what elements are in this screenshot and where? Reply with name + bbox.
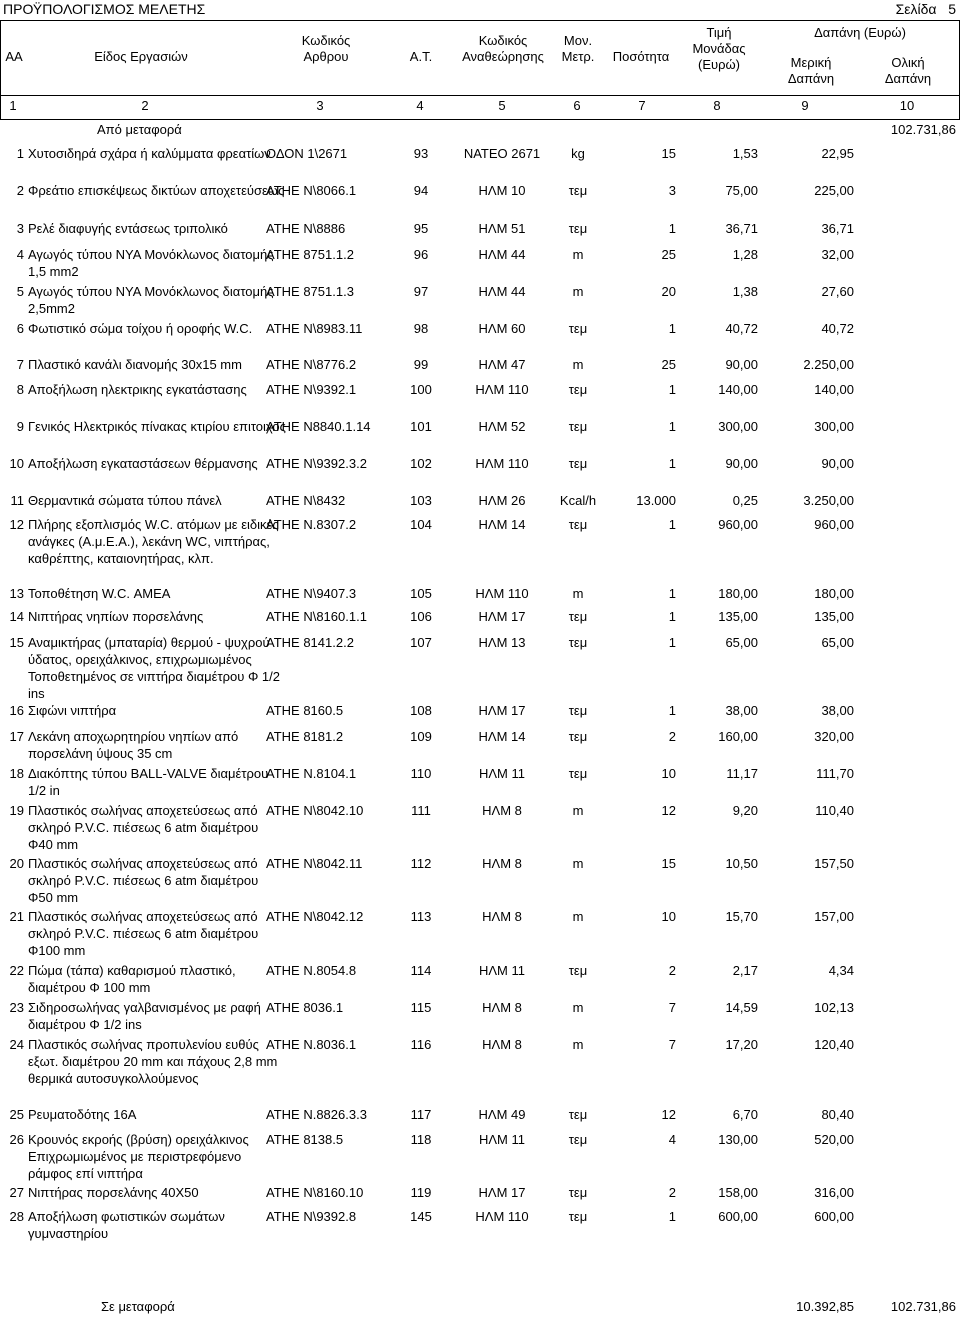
row-partial-cost: 320,00 [814,729,854,744]
row-unit: τεμ [568,456,588,471]
row-unit-price: 36,71 [725,221,758,236]
col-oliki-line2: Δαπάνη [884,71,932,86]
row-description: Πλαστικός σωλήνας αποχετεύσεως από σκληρό P.V.C. πιέσεως 6 atm διαμέτρου Φ50 mm [28,856,259,905]
row-revision-code: ΝΑΤΕΟ 2671 [463,146,541,161]
row-description: Τοποθέτηση W.C. ΑΜΕΑ [28,586,171,601]
row-revision-code: ΗΛΜ 11 [478,963,525,978]
col-number: 7 [638,98,646,113]
row-at: 112 [410,856,432,871]
row-code: ΑΤΗΕ 8141.2.2 [266,635,354,650]
row-code: ΑΤΗΕ Ν.8307.2 [266,517,357,532]
row-description: Πώμα (τάπα) καθαρισμού πλαστικό, διαμέτρου Φ 100 mm [28,963,236,995]
row-quantity: 10 [661,909,676,924]
row-unit-price: 6,70 [732,1107,758,1122]
row-description: Νιπτήρας νηπίων πορσελάνης [28,609,204,624]
row-at: 94 [413,183,429,198]
row-quantity: 1 [668,382,676,397]
row-unit: τεμ [568,766,588,781]
row-at: 108 [410,703,432,718]
col-meriki [767,55,855,87]
row-aa: 1 [16,146,24,161]
row-at: 117 [410,1107,432,1122]
row-partial-cost: 2.250,00 [803,357,854,372]
row-description: Κρουνός εκροής (βρύση) ορειχάλκινος Επιχρωμιωμένος με περιστρεφόμενο ράμφος επί νιπτήρα [28,1132,249,1181]
row-aa: 6 [16,321,24,336]
row-code: ΑΤΗΕ 8160.5 [266,703,344,718]
page-indicator [896,1,956,17]
row-quantity: 12 [661,803,676,818]
row-revision-code: ΗΛΜ 44 [478,247,526,262]
row-quantity: 1 [668,1209,676,1224]
row-partial-cost: 3.250,00 [803,493,854,508]
row-code: ΑΤΗΕ Ν8840.1.14 [266,419,371,434]
row-unit-price: 180,00 [718,586,758,601]
column-number-row [0,95,960,116]
row-revision-code: ΗΛΜ 110 [475,456,529,471]
row-partial-cost: 180,00 [814,586,854,601]
row-partial-cost: 157,50 [814,856,854,871]
row-aa: 19 [9,803,24,818]
row-quantity: 13.000 [636,493,676,508]
row-unit: τεμ [568,183,588,198]
row-aa: 11 [10,493,24,508]
row-aa: 2 [16,183,24,198]
row-revision-code: ΗΛΜ 14 [478,729,526,744]
row-partial-cost: 102,13 [814,1000,854,1015]
row-partial-cost: 80,40 [821,1107,854,1122]
row-code: ΑΤΗΕ Ν.8826.3.3 [266,1107,367,1122]
col-number: 4 [416,98,424,113]
row-aa: 22 [9,963,24,978]
row-aa: 9 [16,419,24,434]
row-revision-code: ΗΛΜ 8 [482,803,522,818]
row-aa: 23 [9,1000,24,1015]
row-revision-code: ΗΛΜ 110 [475,1209,529,1224]
row-unit: τεμ [568,1185,588,1200]
row-aa: 24 [9,1037,24,1052]
row-unit-price: 15,70 [725,909,758,924]
col-number: 9 [801,98,809,113]
col-eidos: Είδος Εργασιών [94,49,188,64]
col-dapani: Δαπάνη (Ευρώ) [814,25,906,40]
row-unit-price: 300,00 [718,419,758,434]
row-at: 106 [410,609,432,624]
col-meriki-line1: Μερική [790,55,832,70]
row-quantity: 15 [661,146,676,161]
row-description: Σιδηροσωλήνας γαλβανισμένος με ραφή διαμέτρου Φ 1/2 ins [28,1000,261,1032]
row-unit-price: 1,28 [732,247,758,262]
row-unit: Kcal/h [559,493,597,508]
row-revision-code: ΗΛΜ 110 [475,382,529,397]
row-quantity: 25 [661,357,676,372]
col-posotita: Ποσότητα [612,49,670,64]
col-aa: ΑΑ [5,49,23,64]
row-unit: m [572,1037,584,1052]
row-unit-price: 38,00 [725,703,758,718]
row-at: 102 [410,456,432,471]
row-at: 93 [413,146,429,161]
row-aa: 26 [9,1132,24,1147]
row-quantity: 10 [661,766,676,781]
row-description: Φωτιστικό σώμα τοίχου ή οροφής W.C. [28,321,253,336]
row-code: ΑΤΗΕ Ν\8042.10 [266,803,364,818]
row-aa: 16 [9,703,24,718]
row-quantity: 1 [668,703,676,718]
row-revision-code: ΗΛΜ 10 [478,183,526,198]
row-description: Πλαστικός σωλήνας αποχετεύσεως από σκληρό P.V.C. πιέσεως 6 atm διαμέτρου Φ100 mm [28,909,259,958]
row-unit: τεμ [568,609,588,624]
row-at: 98 [413,321,429,336]
row-at: 100 [410,382,432,397]
row-aa: 14 [9,609,24,624]
row-description: Διακόπτης τύπου BALL-VALVE διαμέτρου 1/2 in [28,766,269,798]
row-partial-cost: 110,40 [815,803,854,818]
row-aa: 27 [9,1185,24,1200]
row-partial-cost: 140,00 [814,382,854,397]
row-unit: τεμ [568,1209,588,1224]
col-mon-line1: Μον. [563,33,593,48]
row-revision-code: ΗΛΜ 8 [482,909,522,924]
row-description: Χυτοσιδηρά σχάρα ή καλύμματα φρεατίων [28,146,271,161]
row-code: ΑΤΗΕ Ν\9392.3.2 [266,456,367,471]
row-at: 145 [410,1209,432,1224]
row-unit-price: 135,00 [718,609,758,624]
row-quantity: 2 [668,963,676,978]
row-aa: 5 [16,284,24,299]
row-unit-price: 0,25 [732,493,758,508]
row-quantity: 1 [668,456,676,471]
row-code: ΑΤΗΕ Ν\8042.11 [266,856,363,871]
row-at: 111 [411,803,431,818]
row-quantity: 25 [661,247,676,262]
row-revision-code: ΗΛΜ 110 [475,586,529,601]
row-description: Αγωγός τύπου ΝΥΑ Μονόκλωνος διατομής 2,5mm2 [28,284,274,316]
col-timi-line2: Μονάδας [692,41,746,56]
page-number: 5 [948,1,956,17]
row-partial-cost: 22,95 [821,146,854,161]
row-revision-code: ΗΛΜ 51 [478,221,526,236]
row-description: Φρεάτιο επισκέψεως δικτύων αποχετεύσεως [28,183,285,198]
row-at: 97 [413,284,429,299]
row-code: ΑΤΗΕ Ν.8104.1 [266,766,357,781]
col-kodikos-arthrou-line2: Αρθρου [303,49,349,64]
row-unit: τεμ [568,1132,588,1147]
carry-in-value: 102.731,86 [890,122,956,137]
col-kodikos-anath-line2: Αναθεώρησης [462,49,544,64]
row-partial-cost: 65,00 [821,635,854,650]
row-at: 110 [410,766,432,781]
row-unit-price: 90,00 [725,456,758,471]
row-quantity: 3 [668,183,676,198]
row-unit-price: 600,00 [718,1209,758,1224]
row-quantity: 15 [661,856,676,871]
col-oliki [863,55,953,87]
col-meriki-line2: Δαπάνη [787,71,835,86]
row-code: ΑΤΗΕ 8751.1.3 [266,284,354,299]
row-revision-code: ΗΛΜ 17 [478,1185,526,1200]
page-header [0,0,960,20]
row-unit: τεμ [568,963,588,978]
row-code: ΑΤΗΕ Ν\9392.1 [266,382,357,397]
row-description: Λεκάνη αποχωρητηρίου νηπίων από πορσελάνη ύψους 35 cm [28,729,239,761]
row-partial-cost: 27,60 [821,284,854,299]
row-at: 116 [410,1037,432,1052]
row-at: 96 [413,247,429,262]
col-kodikos-arthrou-line1: Κωδικός [301,33,351,48]
row-unit: m [572,247,584,262]
row-at: 99 [413,357,429,372]
row-aa: 10 [9,456,24,471]
row-unit-price: 9,20 [732,803,758,818]
row-aa: 21 [9,909,24,924]
col-kodikos-arthrou [271,33,381,65]
row-revision-code: ΗΛΜ 26 [478,493,526,508]
row-description: Αποξήλωση εγκαταστάσεων θέρμανσης [28,456,258,471]
col-oliki-line1: Ολική [891,55,925,70]
row-aa: 7 [16,357,24,372]
row-unit-price: 960,00 [718,517,758,532]
row-partial-cost: 120,40 [814,1037,854,1052]
row-unit-price: 140,00 [718,382,758,397]
row-unit-price: 75,00 [725,183,758,198]
row-aa: 3 [16,221,24,236]
row-quantity: 1 [668,586,676,601]
row-unit-price: 160,00 [718,729,758,744]
row-unit-price: 1,38 [732,284,758,299]
row-description: Γενικός Ηλεκτρικός πίνακας κτιρίου επιτοιχος [28,419,286,434]
row-description: Πλαστικό κανάλι διανομής 30x15 mm [28,357,242,372]
row-description: Ρευματοδότης 16Α [28,1107,137,1122]
row-partial-cost: 40,72 [821,321,854,336]
row-unit-price: 11,17 [726,766,758,781]
row-description: Νιπτήρας πορσελάνης 40Χ50 [28,1185,199,1200]
row-revision-code: ΗΛΜ 49 [478,1107,526,1122]
row-at: 105 [410,586,432,601]
row-partial-cost: 4,34 [828,963,854,978]
col-number: 6 [573,98,581,113]
row-revision-code: ΗΛΜ 11 [478,766,525,781]
row-quantity: 1 [668,321,676,336]
row-partial-cost: 960,00 [814,517,854,532]
row-unit: τεμ [568,382,588,397]
col-kodikos-anath-line1: Κωδικός [478,33,528,48]
row-unit: τεμ [568,729,588,744]
row-code: ΑΤΗΕ 8036.1 [266,1000,344,1015]
row-aa: 25 [9,1107,24,1122]
row-quantity: 12 [661,1107,676,1122]
row-partial-cost: 520,00 [814,1132,854,1147]
row-partial-cost: 38,00 [821,703,854,718]
row-partial-cost: 32,00 [821,247,854,262]
col-number: 8 [713,98,721,113]
row-revision-code: ΗΛΜ 60 [478,321,526,336]
row-description: Αποξήλωση ηλεκτρικης εγκατάστασης [28,382,247,397]
row-unit: τεμ [568,635,588,650]
row-at: 115 [410,1000,432,1015]
row-code: ΟΔΟΝ 1\2671 [266,146,348,161]
col-number: 3 [316,98,324,113]
row-unit-price: 14,59 [725,1000,758,1015]
row-description: Πλαστικός σωλήνας αποχετεύσεως από σκληρό P.V.C. πιέσεως 6 atm διαμέτρου Φ40 mm [28,803,259,852]
row-unit: τεμ [568,517,588,532]
row-description: Θερμαντικά σώματα τύπου πάνελ [28,493,222,508]
row-unit-price: 2,17 [732,963,758,978]
page-label: Σελίδα [895,1,937,17]
row-at: 109 [410,729,432,744]
row-aa: 15 [9,635,24,650]
carry-in-label: Από μεταφορά [97,122,182,137]
row-aa: 13 [9,586,24,601]
row-at: 104 [410,517,432,532]
row-aa: 17 [9,729,24,744]
row-partial-cost: 111,70 [816,766,854,781]
row-aa: 4 [16,247,24,262]
carry-out-label: Σε μεταφορά [101,1299,175,1314]
row-description: Σιφώνι νιπτήρα [28,703,117,718]
row-aa: 20 [9,856,24,871]
row-unit-price: 90,00 [725,357,758,372]
row-code: ΑΤΗΕ Ν\8983.11 [266,321,363,336]
row-revision-code: ΗΛΜ 8 [482,1037,522,1052]
row-unit-price: 130,00 [718,1132,758,1147]
row-quantity: 1 [668,635,676,650]
row-partial-cost: 135,00 [814,609,854,624]
col-mon [553,33,603,65]
row-description: Αγωγός τύπου ΝΥΑ Μονόκλωνος διατομής 1,5 mm2 [28,247,274,279]
col-timi-line1: Τιμή [706,25,732,40]
row-quantity: 2 [668,729,676,744]
row-quantity: 1 [668,609,676,624]
row-unit: m [572,1000,584,1015]
row-code: ΑΤΗΕ Ν\8160.1.1 [266,609,367,624]
row-aa: 28 [9,1209,24,1224]
row-revision-code: ΗΛΜ 8 [482,856,522,871]
row-aa: 8 [16,382,24,397]
row-quantity: 1 [668,419,676,434]
col-number: 1 [9,98,17,113]
row-quantity: 1 [668,517,676,532]
row-unit: m [572,284,584,299]
row-quantity: 4 [668,1132,676,1147]
row-unit: m [572,856,584,871]
row-code: ΑΤΗΕ Ν\8432 [266,493,346,508]
row-code: ΑΤΗΕ Ν.8036.1 [266,1037,357,1052]
row-revision-code: ΗΛΜ 52 [478,419,526,434]
row-code: ΑΤΗΕ Ν\8776.2 [266,357,357,372]
row-unit: m [572,586,584,601]
row-unit: m [572,909,584,924]
row-code: ΑΤΗΕ Ν\9392.8 [266,1209,357,1224]
col-at: Α.Τ. [409,49,433,64]
row-partial-cost: 225,00 [814,183,854,198]
row-aa: 12 [9,517,24,532]
row-code: ΑΤΗΕ 8181.2 [266,729,344,744]
row-description: Πλαστικός σωλήνας προπυλενίου ευθύς εξωτ. διαμέτρου 20 mm και πάχους 2,8 mm θερμικά αυτοσυγκολλούμενος [28,1037,278,1086]
row-revision-code: ΗΛΜ 14 [478,517,526,532]
row-partial-cost: 157,00 [814,909,854,924]
row-unit: τεμ [568,419,588,434]
row-unit: m [572,357,584,372]
row-at: 107 [410,635,432,650]
row-partial-cost: 300,00 [814,419,854,434]
carry-out-total: 102.731,86 [890,1299,956,1314]
row-quantity: 7 [668,1037,676,1052]
col-number: 5 [498,98,506,113]
row-unit: τεμ [568,321,588,336]
row-description: Αποξήλωση φωτιστικών σωμάτων γυμναστηρίου [28,1209,225,1241]
row-quantity: 7 [668,1000,676,1015]
row-revision-code: ΗΛΜ 44 [478,284,526,299]
row-revision-code: ΗΛΜ 17 [478,703,526,718]
carry-out-partial: 10.392,85 [796,1299,854,1314]
row-unit-price: 158,00 [718,1185,758,1200]
row-code: ΑΤΗΕ Ν\9407.3 [266,586,357,601]
row-partial-cost: 600,00 [814,1209,854,1224]
row-code: ΑΤΗΕ Ν\8066.1 [266,183,357,198]
row-code: ΑΤΗΕ Ν\8160.10 [266,1185,364,1200]
row-unit: kg [571,146,585,161]
col-kodikos-anath [451,33,555,65]
row-revision-code: ΗΛΜ 17 [478,609,526,624]
row-at: 118 [410,1132,432,1147]
col-number: 10 [899,98,915,113]
row-quantity: 20 [661,284,676,299]
row-revision-code: ΗΛΜ 11 [478,1132,525,1147]
row-quantity: 2 [668,1185,676,1200]
row-at: 101 [410,419,432,434]
row-at: 113 [410,909,432,924]
row-unit: τεμ [568,1107,588,1122]
row-code: ΑΤΗΕ 8138.5 [266,1132,344,1147]
row-at: 119 [410,1185,432,1200]
document-title: ΠΡΟΫΠΟΛΟΓΙΣΜΟΣ ΜΕΛΕΤΗΣ [3,1,206,17]
row-code: ΑΤΗΕ Ν.8054.8 [266,963,357,978]
row-unit-price: 1,53 [732,146,758,161]
row-at: 95 [413,221,429,236]
row-revision-code: ΗΛΜ 13 [478,635,526,650]
col-mon-line2: Μετρ. [561,49,595,64]
row-quantity: 1 [668,221,676,236]
row-unit: τεμ [568,221,588,236]
row-unit-price: 65,00 [725,635,758,650]
row-aa: 18 [9,766,24,781]
row-partial-cost: 316,00 [814,1185,854,1200]
row-unit: m [572,803,584,818]
row-partial-cost: 90,00 [821,456,854,471]
row-description: Αναμικτήρας (μπαταρία) θερμού - ψυχρού ύδατος, ορειχάλκινος, επιχρωμιωμένος Τοποθετημένος σε νιπτήρα διαμέτρου Φ 1/2 ins [28,635,280,701]
row-unit-price: 10,50 [725,856,758,871]
row-at: 114 [410,963,432,978]
row-unit-price: 40,72 [725,321,758,336]
row-code: ΑΤΗΕ Ν\8042.12 [266,909,364,924]
row-code: ΑΤΗΕ 8751.1.2 [266,247,354,262]
row-unit-price: 17,20 [725,1037,758,1052]
row-revision-code: ΗΛΜ 47 [478,357,526,372]
row-revision-code: ΗΛΜ 8 [482,1000,522,1015]
row-code: ΑΤΗΕ Ν\8886 [266,221,346,236]
row-partial-cost: 36,71 [821,221,854,236]
row-description: Ρελέ διαφυγής εντάσεως τριπολικό [28,221,228,236]
row-at: 103 [410,493,432,508]
row-description: Πλήρης εξοπλισμός W.C. ατόμων με ειδικές ανάγκες (Α.μ.Ε.Α.), λεκάνη WC, νιπτήρας, καθρέπτης, καταιονητήρας, κλπ. [28,517,279,566]
col-timi-line3: (Ευρώ) [698,57,740,72]
col-number: 2 [141,98,149,113]
col-timi [679,25,759,73]
row-unit: τεμ [568,703,588,718]
